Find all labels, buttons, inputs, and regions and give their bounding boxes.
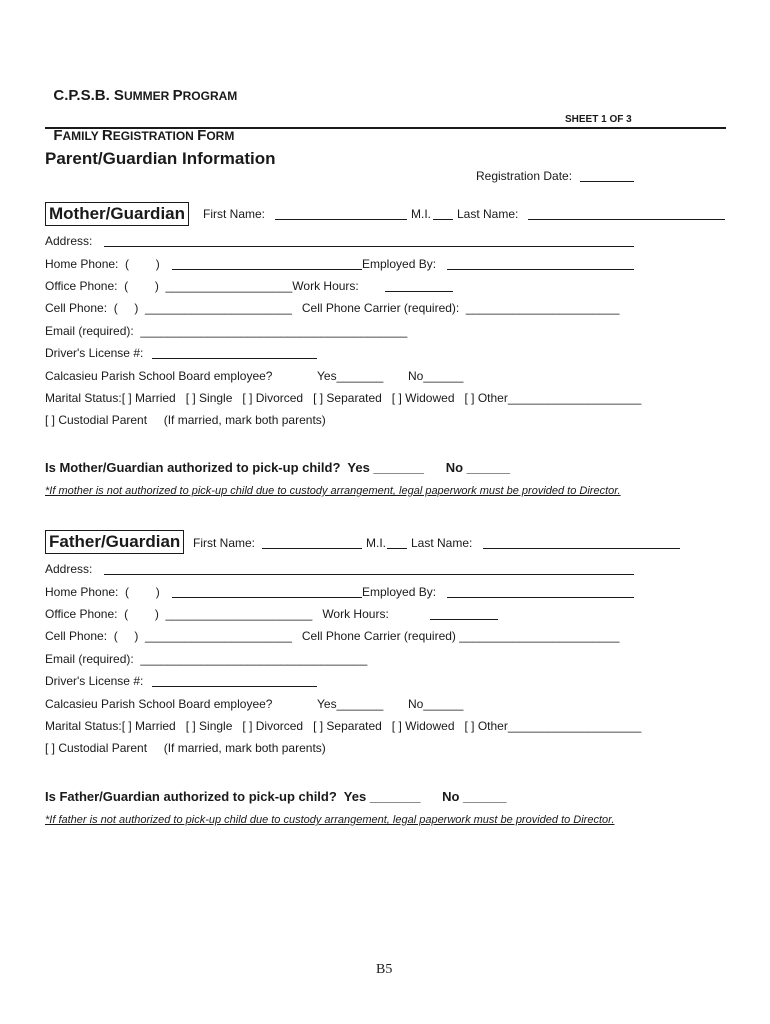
form-title-part: ORM xyxy=(206,129,235,143)
form-title-part: F xyxy=(197,127,207,144)
mother-employed-by-field[interactable] xyxy=(447,257,634,270)
father-mi-label: M.I. xyxy=(366,536,386,550)
father-home-phone-field[interactable] xyxy=(172,585,362,598)
mother-last-name-field[interactable] xyxy=(528,207,725,220)
mother-employee-no[interactable]: No______ xyxy=(408,369,464,383)
father-employee-question: Calcasieu Parish School Board employee? xyxy=(45,697,273,711)
father-address-field[interactable] xyxy=(104,562,634,575)
mother-office-phone-label: Office Phone: ( ) ___________________Work Hours: xyxy=(45,279,359,293)
mother-cell-phone-line: Cell Phone: ( ) ______________________ Cell Phone Carrier (required): _______________________ xyxy=(45,301,620,315)
registration-date-label: Registration Date: xyxy=(476,169,573,183)
program-title-part: C xyxy=(53,87,65,104)
form-title-part: R xyxy=(101,127,113,144)
mother-pickup-question: Is Mother/Guardian authorized to pick-up child? Yes _______ No ______ xyxy=(45,460,511,475)
father-last-name-field[interactable] xyxy=(483,536,680,549)
mother-custodial-parent[interactable]: [ ] Custodial Parent (If married, mark both parents) xyxy=(45,413,326,427)
father-email-line: Email (required): __________________________________ xyxy=(45,652,368,666)
mother-first-name-label: First Name: xyxy=(203,207,266,221)
mother-address-label: Address: xyxy=(45,234,93,248)
father-office-phone-label: Office Phone: ( ) ______________________ Work Hours: xyxy=(45,607,389,621)
father-pickup-question: Is Father/Guardian authorized to pick-up child? Yes _______ No ______ xyxy=(45,789,507,804)
father-employee-no[interactable]: No______ xyxy=(408,697,464,711)
father-home-phone-label: Home Phone: ( ) xyxy=(45,585,160,599)
father-last-name-label: Last Name: xyxy=(411,536,473,550)
father-drivers-license-field[interactable] xyxy=(152,674,317,687)
mother-pickup-note: *If mother is not authorized to pick-up child due to custody arrangement, legal paperwork must be provided to Director. xyxy=(45,485,621,497)
section-title: Parent/Guardian Information xyxy=(45,149,276,168)
father-work-hours-field[interactable] xyxy=(430,607,498,620)
mother-last-name-label: Last Name: xyxy=(457,207,519,221)
header-rule xyxy=(45,127,726,129)
father-address-label: Address: xyxy=(45,562,93,576)
program-title xyxy=(45,70,237,104)
father-drivers-license-label: Driver's License #: xyxy=(45,674,144,688)
form-title-part: EGISTRATION xyxy=(112,129,198,143)
father-custodial-parent[interactable]: [ ] Custodial Parent (If married, mark both parents) xyxy=(45,741,326,755)
mother-home-phone-label: Home Phone: ( ) xyxy=(45,257,160,271)
form-title-part: AMILY xyxy=(62,129,102,143)
program-title-part: P xyxy=(172,87,183,104)
mother-employee-yes[interactable]: Yes_______ xyxy=(317,369,384,383)
program-title-part: UMMER xyxy=(123,89,173,103)
mother-mi-label: M.I. xyxy=(411,207,431,221)
mother-drivers-license-field[interactable] xyxy=(152,346,317,359)
mother-first-name-field[interactable] xyxy=(275,207,407,220)
mother-address-field[interactable] xyxy=(104,234,634,247)
father-employee-yes[interactable]: Yes_______ xyxy=(317,697,384,711)
mother-drivers-license-label: Driver's License #: xyxy=(45,346,144,360)
mother-work-hours-field[interactable] xyxy=(385,279,453,292)
father-mi-field[interactable] xyxy=(387,536,407,549)
mother-employee-question: Calcasieu Parish School Board employee? xyxy=(45,369,273,383)
father-employed-by-label: Employed By: xyxy=(362,585,437,599)
father-first-name-label: First Name: xyxy=(193,536,256,550)
father-cell-phone-line: Cell Phone: ( ) ______________________ Cell Phone Carrier (required) ________________________ xyxy=(45,629,620,643)
father-pickup-note: *If father is not authorized to pick-up child due to custody arrangement, legal paperwork must be provided to Director. xyxy=(45,814,615,826)
father-first-name-field[interactable] xyxy=(262,536,362,549)
program-title-part: ROGRAM xyxy=(182,89,238,103)
mother-guardian-box: Mother/Guardian xyxy=(45,202,189,226)
father-marital-status[interactable]: Marital Status:[ ] Married [ ] Single [ ] Divorced [ ] Separated [ ] Widowed [ ] Other____________________ xyxy=(45,719,642,733)
mother-mi-field[interactable] xyxy=(433,207,453,220)
mother-home-phone-field[interactable] xyxy=(172,257,362,270)
sheet-label: SHEET 1 OF 3 xyxy=(565,114,632,125)
father-guardian-box: Father/Guardian xyxy=(45,530,184,554)
form-title-part: F xyxy=(53,127,63,144)
page-code: B5 xyxy=(376,962,393,977)
father-employed-by-field[interactable] xyxy=(447,585,634,598)
mother-email-line: Email (required): ________________________________________ xyxy=(45,324,408,338)
registration-date-field[interactable] xyxy=(580,169,634,182)
mother-marital-status[interactable]: Marital Status:[ ] Married [ ] Single [ ] Divorced [ ] Separated [ ] Widowed [ ] Other____________________ xyxy=(45,391,642,405)
mother-employed-by-label: Employed By: xyxy=(362,257,437,271)
program-title-part: .P.S.B. S xyxy=(64,87,124,104)
